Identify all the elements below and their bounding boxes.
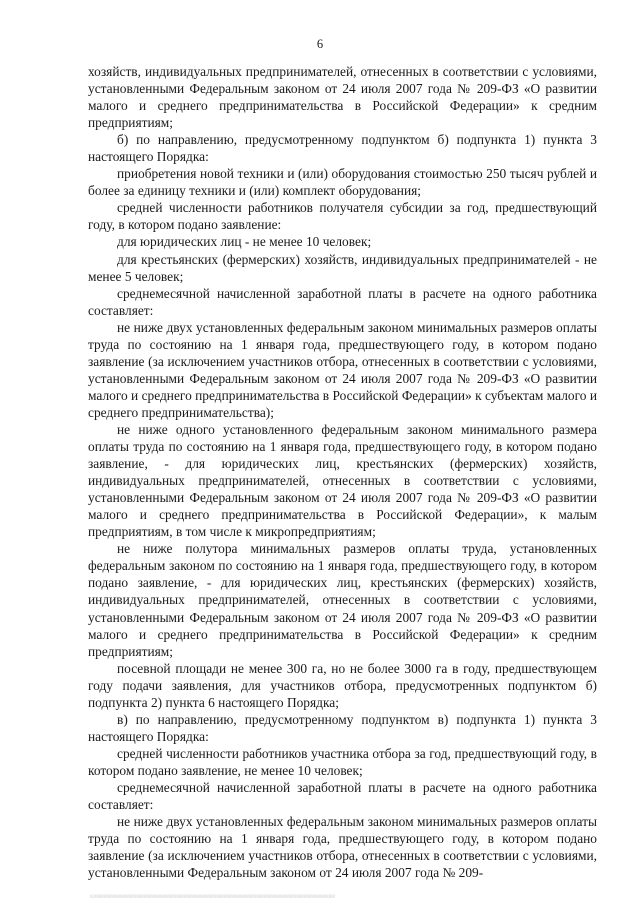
paragraph: среднемесячной начисленной заработной платы в расчете на одного работника составляет:: [88, 779, 597, 813]
paragraph: средней численности работников участника отбора за год, предшествующий году, в котором подано заявление, не менее 10 человек;: [88, 745, 597, 778]
paragraph: среднемесячной начисленной заработной платы в расчете на одного работника составляет:: [88, 285, 597, 318]
paragraph: не ниже одного установленного федеральным законом минимального размера оплаты труда по состоянию на 1 января года, предшествующего году, в котором подано заявление, - для юридических лиц, крестьянских (фермерских) хозяйств, индивидуальных предпринимателей, отнесенных в соответствии с условиями, установленными Федеральным законом от 24 июля 2007 года № 209-ФЗ «О развитии малого и среднего предпринимательства в Российской Федерации», к малым предприятиям, в том числе к микропредприятиям;: [88, 421, 597, 540]
paragraph: не ниже двух установленных федеральным законом минимальных размеров оплаты труда по состоянию на 1 января года, предшествующего году, в котором подано заявление (за исключением участников отбора, отнесенных в соответствии с условиями, установленными Федеральным законом от 24 июля 2007 года № 209-ФЗ «О развитии малого и среднего предпринимательства в Российской Федерации» к субъектам малого и среднего предпринимательства);: [88, 319, 597, 420]
paragraph: хозяйств, индивидуальных предпринимателей, отнесенных в соответствии с условиями, установленными Федеральным законом от 24 июля 2007 года № 209-ФЗ «О развитии малого и среднего предпринимательства в Российской Федерации» к средним предприятиям;: [88, 64, 597, 131]
paragraph: не ниже двух установленных федеральным законом минимальных размеров оплаты труда по состоянию на 1 января года, предшествующего году, в котором подано заявление (за исключением участников отбора, отнесенных в соответствии с условиями, установленными Федеральным законом от 24 июля 2007 года № 209-: [88, 814, 597, 881]
document-body: [88, 63, 597, 881]
paragraph: средней численности работников получателя субсидии за год, предшествующий году, в котором подано заявление:: [88, 200, 597, 233]
paragraph: посевной площади не менее 300 га, но не более 3000 га в году, предшествующем году подачи заявления, для участников отбора, предусмотренных подпунктом б) подпункта 2) пункта 6 настоящего Порядка;: [88, 660, 597, 710]
paragraph: для юридических лиц - не менее 10 человек;: [117, 234, 372, 250]
page-number: 6: [316, 37, 324, 51]
document-code: 02000000000000000000000000000000000000000000000000000000000000000000000000000000000000000000000000: [90, 895, 335, 900]
paragraph: для крестьянских (фермерских) хозяйств, индивидуальных предпринимателей - не менее 5 человек;: [88, 251, 597, 284]
paragraph: в) по направлению, предусмотренному подпунктом в) подпункта 1) пункта 3 настоящего Порядка:: [88, 711, 597, 744]
paragraph: приобретения новой техники и (или) оборудования стоимостью 250 тысяч рублей и более за единицу техники и (или) комплект оборудования;: [88, 166, 597, 199]
paragraph: б) по направлению, предусмотренному подпунктом б) подпункта 1) пункта 3 настоящего Порядка:: [88, 132, 597, 165]
paragraph: не ниже полутора минимальных размеров оплаты труда, установленных федеральным законом по состоянию на 1 января года, предшествующего году, в котором подано заявление, - для юридических лиц, крестьянских (фермерских) хозяйств, индивидуальных предпринимателей, отнесенных в соответствии с условиями, установленными Федеральным законом от 24 июля 2007 года № 209-ФЗ «О развитии малого и среднего предпринимательства в Российской Федерации» к средним предприятиям;: [88, 541, 597, 659]
